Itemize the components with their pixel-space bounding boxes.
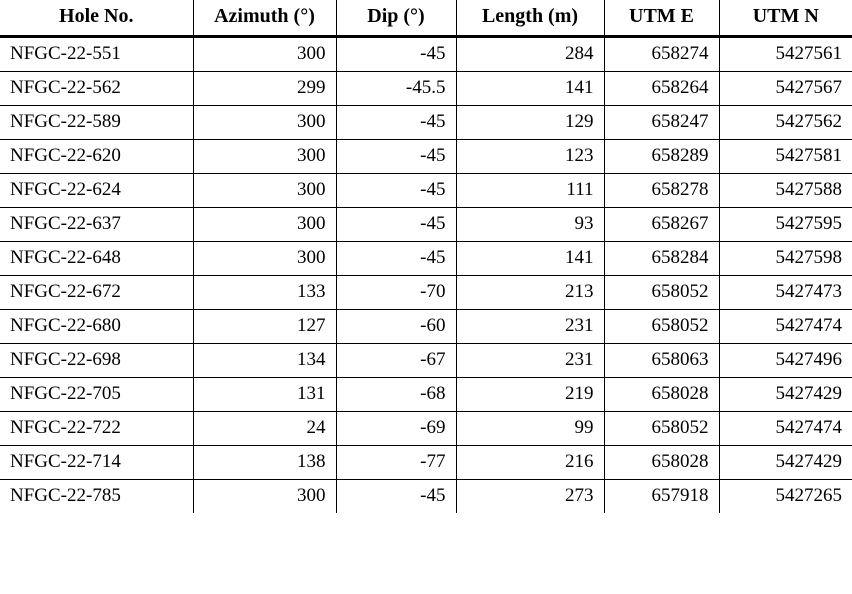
cell-utm-n: 5427474: [719, 310, 852, 344]
table-row: [0, 242, 852, 276]
cell-azimuth: 299: [193, 72, 336, 106]
table-header-row: [0, 0, 852, 37]
table-row: [0, 446, 852, 480]
cell-utm-n: 5427595: [719, 208, 852, 242]
cell-utm-n: 5427496: [719, 344, 852, 378]
cell-dip: -45: [336, 106, 456, 140]
table-row: [0, 72, 852, 106]
cell-utm-e: 658274: [604, 37, 719, 72]
cell-utm-e: 658052: [604, 412, 719, 446]
table-header: [0, 0, 852, 37]
cell-dip: -69: [336, 412, 456, 446]
cell-azimuth: 133: [193, 276, 336, 310]
cell-length: 219: [456, 378, 604, 412]
cell-length: 129: [456, 106, 604, 140]
column-header-azimuth: Azimuth (°): [193, 0, 336, 37]
column-header-dip: Dip (°): [336, 0, 456, 37]
cell-dip: -45: [336, 140, 456, 174]
cell-hole-no: NFGC-22-637: [0, 208, 193, 242]
cell-azimuth: 300: [193, 242, 336, 276]
cell-hole-no: NFGC-22-705: [0, 378, 193, 412]
table-row: [0, 276, 852, 310]
cell-length: 99: [456, 412, 604, 446]
table-row: [0, 106, 852, 140]
table-row: [0, 208, 852, 242]
cell-utm-n: 5427429: [719, 378, 852, 412]
cell-utm-n: 5427598: [719, 242, 852, 276]
cell-hole-no: NFGC-22-624: [0, 174, 193, 208]
cell-azimuth: 134: [193, 344, 336, 378]
cell-utm-e: 658267: [604, 208, 719, 242]
cell-utm-e: 657918: [604, 480, 719, 514]
cell-length: 284: [456, 37, 604, 72]
cell-utm-e: 658278: [604, 174, 719, 208]
cell-dip: -60: [336, 310, 456, 344]
cell-hole-no: NFGC-22-551: [0, 37, 193, 72]
cell-hole-no: NFGC-22-589: [0, 106, 193, 140]
cell-utm-e: 658052: [604, 276, 719, 310]
cell-length: 123: [456, 140, 604, 174]
cell-azimuth: 300: [193, 208, 336, 242]
cell-dip: -45: [336, 208, 456, 242]
cell-length: 231: [456, 344, 604, 378]
cell-utm-e: 658063: [604, 344, 719, 378]
cell-hole-no: NFGC-22-680: [0, 310, 193, 344]
cell-azimuth: 300: [193, 37, 336, 72]
cell-hole-no: NFGC-22-562: [0, 72, 193, 106]
cell-hole-no: NFGC-22-648: [0, 242, 193, 276]
table-row: [0, 412, 852, 446]
cell-length: 141: [456, 242, 604, 276]
cell-utm-n: 5427588: [719, 174, 852, 208]
cell-utm-n: 5427581: [719, 140, 852, 174]
cell-utm-e: 658247: [604, 106, 719, 140]
cell-length: 216: [456, 446, 604, 480]
cell-hole-no: NFGC-22-722: [0, 412, 193, 446]
cell-utm-n: 5427474: [719, 412, 852, 446]
table-row: [0, 37, 852, 72]
column-header-utm-n: UTM N: [719, 0, 852, 37]
table-body: [0, 37, 852, 514]
cell-azimuth: 300: [193, 480, 336, 514]
cell-length: 273: [456, 480, 604, 514]
cell-utm-n: 5427429: [719, 446, 852, 480]
cell-dip: -45: [336, 480, 456, 514]
cell-azimuth: 127: [193, 310, 336, 344]
table-row: [0, 140, 852, 174]
cell-utm-n: 5427473: [719, 276, 852, 310]
cell-utm-n: 5427567: [719, 72, 852, 106]
cell-hole-no: NFGC-22-714: [0, 446, 193, 480]
cell-hole-no: NFGC-22-698: [0, 344, 193, 378]
cell-hole-no: NFGC-22-785: [0, 480, 193, 514]
cell-utm-n: 5427561: [719, 37, 852, 72]
table-row: [0, 480, 852, 514]
cell-utm-e: 658284: [604, 242, 719, 276]
cell-dip: -45: [336, 37, 456, 72]
cell-utm-e: 658052: [604, 310, 719, 344]
column-header-hole-no: Hole No.: [0, 0, 193, 37]
cell-dip: -45: [336, 174, 456, 208]
cell-length: 111: [456, 174, 604, 208]
cell-utm-n: 5427562: [719, 106, 852, 140]
cell-azimuth: 138: [193, 446, 336, 480]
column-header-length: Length (m): [456, 0, 604, 37]
cell-utm-e: 658264: [604, 72, 719, 106]
cell-utm-e: 658028: [604, 378, 719, 412]
cell-length: 213: [456, 276, 604, 310]
cell-utm-n: 5427265: [775, 485, 842, 506]
cell-utm-e: 658028: [604, 446, 719, 480]
cell-dip: -77: [336, 446, 456, 480]
cell-azimuth: 131: [193, 378, 336, 412]
table-row: [0, 344, 852, 378]
column-header-utm-e: UTM E: [604, 0, 719, 37]
table-row: [0, 174, 852, 208]
table-row: [0, 310, 852, 344]
cell-azimuth: 300: [193, 106, 336, 140]
cell-dip: -67: [336, 344, 456, 378]
cell-length: 231: [456, 310, 604, 344]
cell-azimuth: 300: [193, 140, 336, 174]
cell-utm-e: 658289: [604, 140, 719, 174]
cell-dip: -68: [336, 378, 456, 412]
cell-length: 141: [456, 72, 604, 106]
cell-hole-no: NFGC-22-620: [0, 140, 193, 174]
table-row: [0, 378, 852, 412]
cell-dip: -45.5: [336, 72, 456, 106]
cell-dip: -70: [336, 276, 456, 310]
cell-length: 93: [456, 208, 604, 242]
cell-azimuth: 24: [193, 412, 336, 446]
cell-hole-no: NFGC-22-672: [0, 276, 193, 310]
cell-azimuth: 300: [193, 174, 336, 208]
cell-dip: -45: [336, 242, 456, 276]
